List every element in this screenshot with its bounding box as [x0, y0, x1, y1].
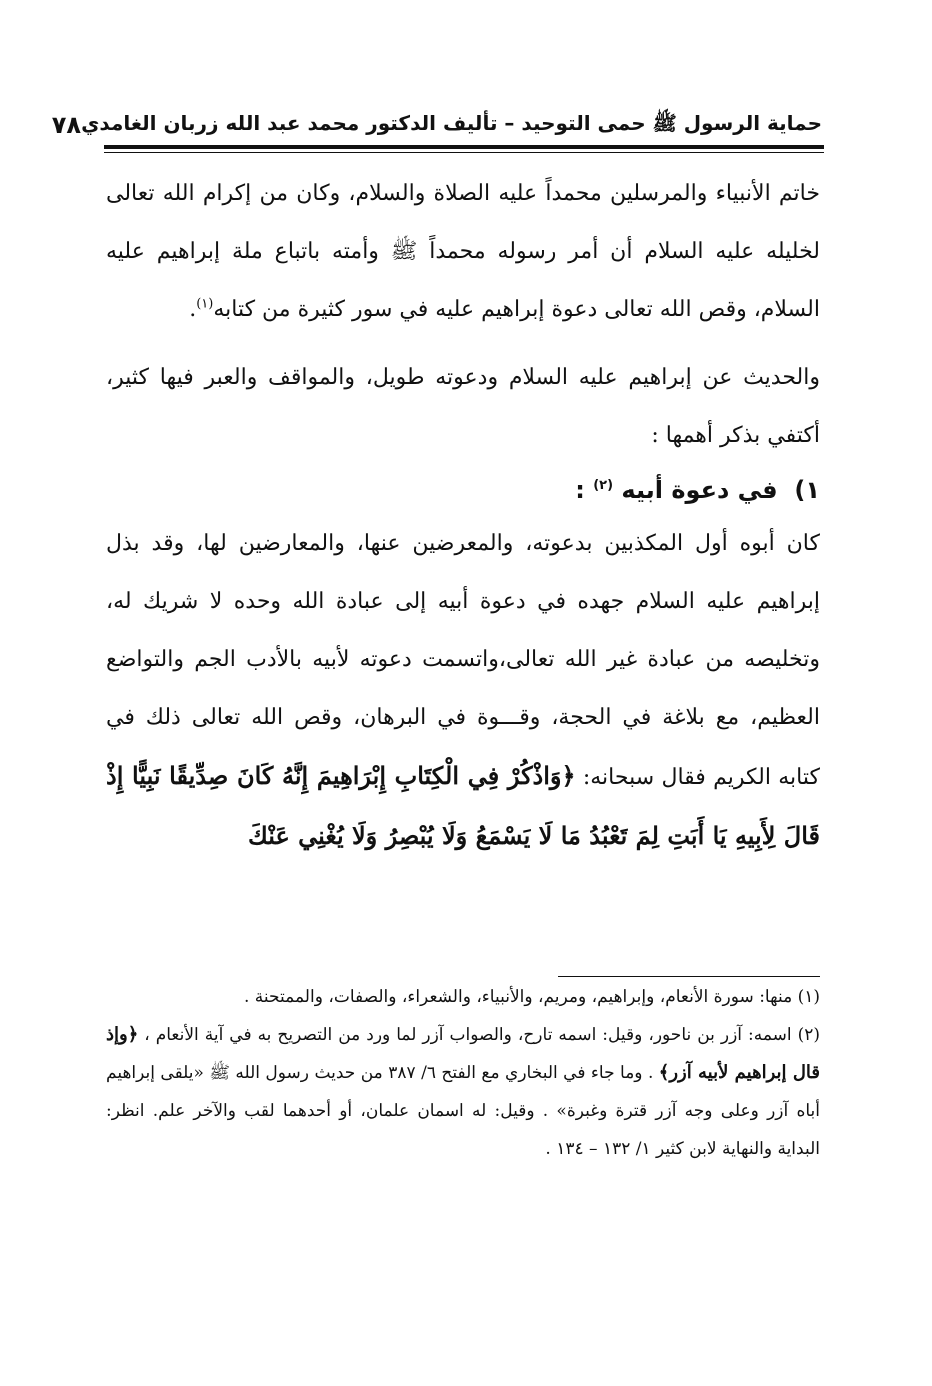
footnote-ref[interactable]: (٢): [593, 478, 614, 493]
header-rule-thick: [104, 145, 824, 149]
footnote-ref[interactable]: (١): [196, 296, 214, 312]
footnote-text: . وما جاء في البخاري مع الفتح ٦/ ٣٨٧ من حديث رسول الله ﷺ «يلقى إبراهيم أباه آزر وعلى وجه آزر قترة وغبرة» . وقيل: له اسمان علمان، أو أحدهما لقب والآخر علم. انظر: البداية والنهاية لابن كثير ١/ ١٣٢ – ١٣٤ .: [106, 1063, 820, 1159]
heading-text: في دعوة أبيه: [621, 476, 778, 504]
paragraph-text: كان أبوه أول المكذبين بدعوته، والمعرضين عنها، والمعارضين لها، وقد بذل إبراهيم عليه السلام جهده في دعوة أبيه إلى عبادة الله وحده لا شريك له، وتخليصه من عبادة غير الله تعالى،واتسمت دعوته لأبيه بالأدب الجم والتواضع العظيم، مع بلاغة في الحجة، وقـــوة في البرهان، وقص الله تعالى ذلك في كتابه الكريم فقال سبحانه:: [106, 531, 820, 790]
heading-number: ١): [794, 476, 820, 504]
page-header: [51, 108, 822, 142]
paragraph: [106, 515, 820, 867]
paragraph-text: خاتم الأنبياء والمرسلين محمداً عليه الصلاة والسلام، وكان من إكرام الله تعالى لخليله عليه السلام أن أمر رسوله محمداً ﷺ وأمته باتباع ملة إبراهيم عليه السلام، وقص الله تعالى دعوة إبراهيم عليه في سور كثيرة من كتابه: [106, 181, 820, 322]
footnote-1: (١) منها: سورة الأنعام، وإبراهيم، ومريم، والأنبياء، والشعراء، والصفات، والممتحنة .: [244, 987, 820, 1007]
punctuation: .: [189, 297, 197, 322]
header-rule-thin: [104, 152, 824, 153]
punctuation: :: [575, 476, 585, 504]
footnote-separator: [558, 976, 820, 977]
paragraph-text: والحديث عن إبراهيم عليه السلام ودعوته طويل، والمواقف والعبر فيها كثير، أكتفي بذكر أهمها :: [106, 365, 820, 448]
quran-verse: ﴿وَاذْكُرْ فِي الْكِتَابِ إِبْرَاهِيمَ إِنَّهُ كَانَ صِدِّيقًا نَبِيًّا إِذْ قَالَ لِأَبِيهِ يَا أَبَتِ لِمَ تَعْبُدُ مَا لَا يَسْمَعُ وَلَا يُبْصِرُ وَلَا يُغْنِي عَنْكَ: [106, 761, 820, 850]
footnotes: [106, 978, 820, 1168]
page-number: ٧٨: [51, 111, 82, 139]
footnote-2: [106, 1016, 820, 1168]
section-heading: [106, 465, 820, 515]
paragraph: [106, 349, 820, 465]
running-title: حماية الرسول ﷺ حمى التوحيد – تأليف الدكتور محمد عبد الله زربان الغامدي: [81, 110, 822, 135]
main-text: [106, 165, 820, 867]
quran-citation: ﴿وإذ قال إبراهيم لأبيه آزر﴾: [106, 1024, 820, 1083]
footnote-text: (٢) اسمه: آزر بن ناحور، وقيل: اسمه تارح، والصواب آزر لما ورد من التصريح به في آية الأنعام ،: [144, 1025, 821, 1045]
paragraph: [106, 165, 820, 339]
